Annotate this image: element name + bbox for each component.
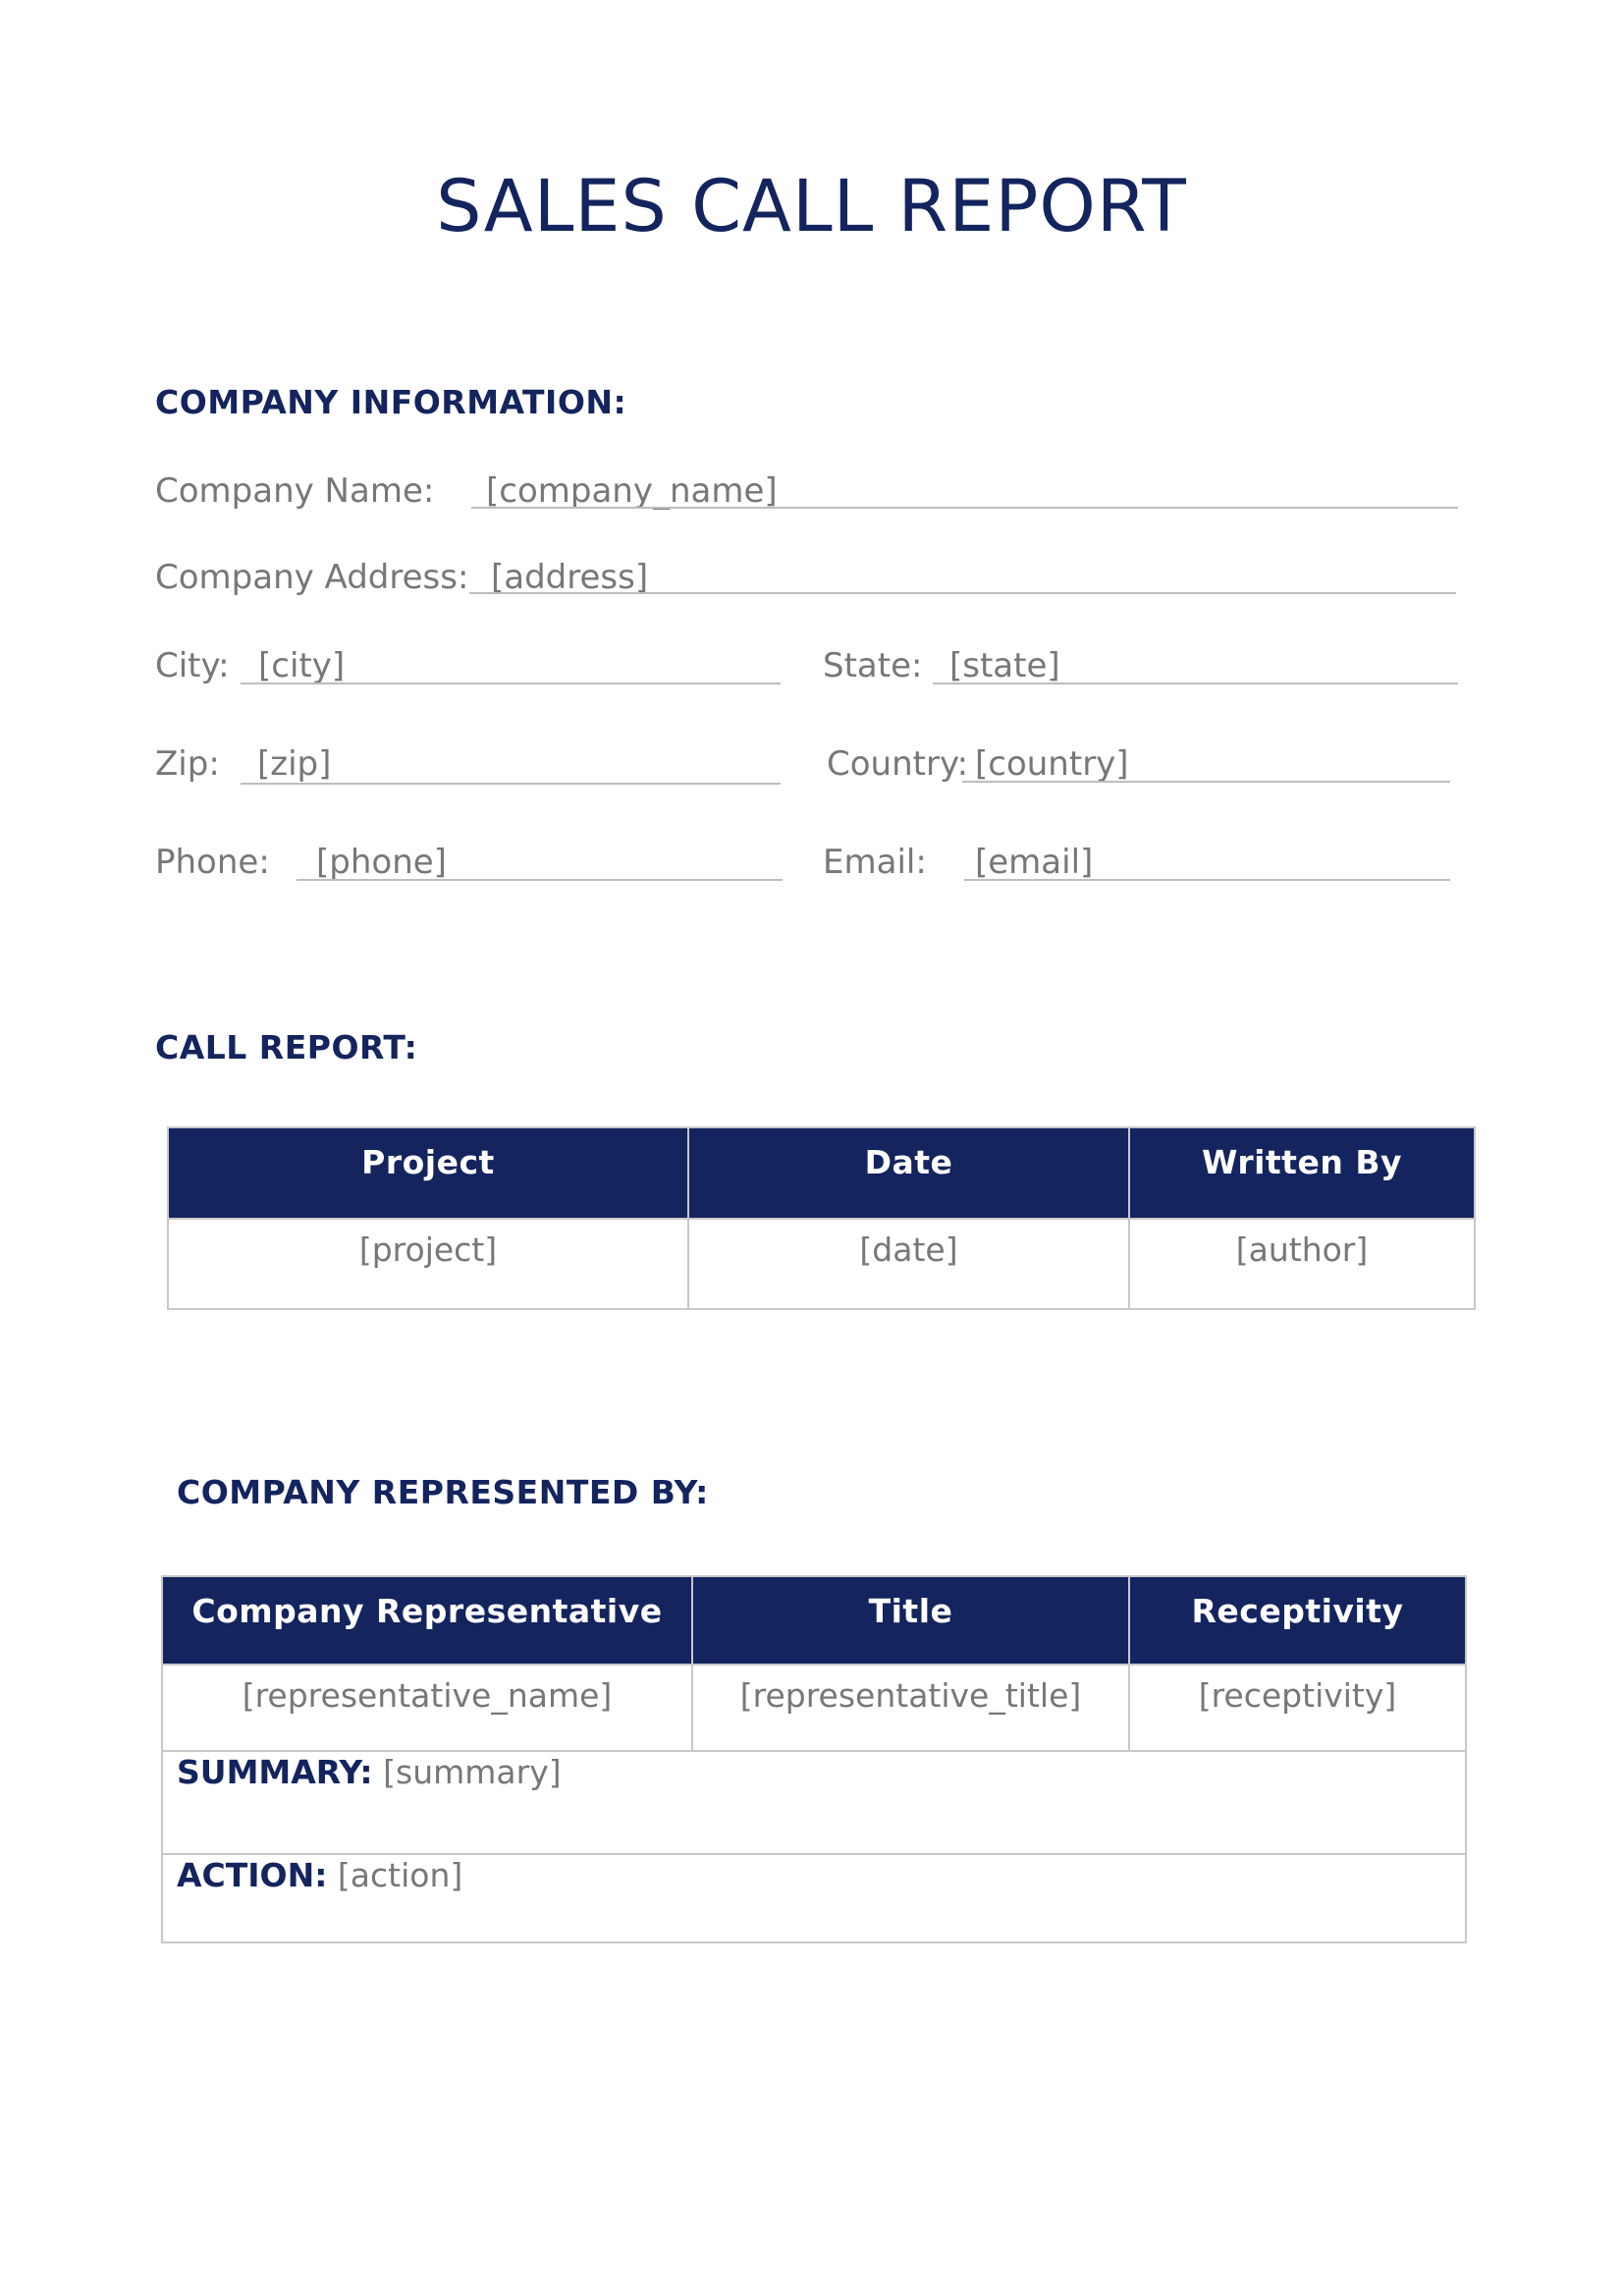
city-value[interactable]: [city]	[258, 646, 346, 685]
zip-underline	[241, 783, 781, 785]
state-label: State:	[823, 646, 923, 685]
city-underline	[241, 683, 781, 684]
state-underline	[933, 683, 1458, 684]
title-column-header: Title	[692, 1576, 1129, 1665]
company-represented-by-heading: COMPANY REPRESENTED BY:	[177, 1473, 709, 1511]
country-underline	[962, 781, 1450, 783]
company-name-label: Company Name:	[155, 471, 435, 511]
written-by-column-header: Written By	[1129, 1127, 1475, 1219]
company-represented-table	[161, 1575, 1467, 1943]
date-cell[interactable]: [date]	[688, 1219, 1129, 1309]
phone-underline	[297, 879, 783, 881]
company-address-value[interactable]: [address]	[491, 558, 649, 597]
company-name-underline	[471, 507, 1458, 509]
call-report-heading: CALL REPORT:	[155, 1028, 418, 1066]
company-information-heading: COMPANY INFORMATION:	[155, 383, 627, 421]
receptivity-column-header: Receptivity	[1129, 1576, 1466, 1665]
email-underline	[964, 879, 1450, 881]
phone-value[interactable]: [phone]	[316, 843, 447, 882]
author-cell[interactable]: [author]	[1129, 1219, 1475, 1309]
company-address-label: Company Address:	[155, 558, 469, 597]
project-cell[interactable]: [project]	[168, 1219, 688, 1309]
state-value[interactable]: [state]	[949, 646, 1060, 685]
email-value[interactable]: [email]	[975, 843, 1094, 882]
action-cell[interactable]	[162, 1854, 1466, 1942]
representative-title-cell[interactable]: [representative_title]	[692, 1665, 1129, 1751]
country-value[interactable]: [country]	[975, 744, 1129, 784]
summary-label: SUMMARY:	[177, 1753, 373, 1791]
project-column-header: Project	[168, 1127, 688, 1219]
summary-value: [summary]	[383, 1753, 562, 1791]
page-title: SALES CALL REPORT	[436, 165, 1187, 248]
action-label: ACTION:	[177, 1856, 328, 1894]
email-label: Email:	[823, 843, 927, 882]
receptivity-cell[interactable]: [receptivity]	[1129, 1665, 1466, 1751]
call-report-table	[167, 1126, 1476, 1310]
summary-cell[interactable]	[162, 1751, 1466, 1854]
company-representative-column-header: Company Representative	[162, 1576, 692, 1665]
city-label: City:	[155, 646, 230, 685]
zip-value[interactable]: [zip]	[257, 744, 332, 784]
date-column-header: Date	[688, 1127, 1129, 1219]
phone-label: Phone:	[155, 843, 270, 882]
action-value: [action]	[337, 1856, 463, 1894]
company-name-value[interactable]: [company_name]	[486, 471, 778, 511]
representative-name-cell[interactable]: [representative_name]	[162, 1665, 692, 1751]
country-label: Country:	[827, 744, 969, 784]
company-address-underline	[469, 592, 1456, 594]
zip-label: Zip:	[155, 744, 220, 784]
